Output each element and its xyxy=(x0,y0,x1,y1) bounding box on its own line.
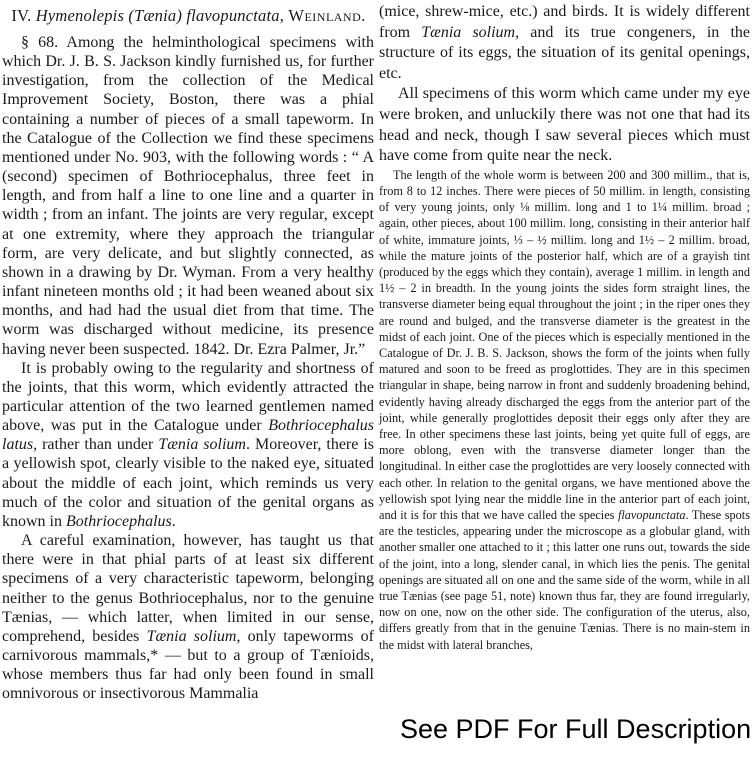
paragraph-catalogue-remark: It is probably owing to the regularity and shortness of the joints, that this worm, which evidently attracted the particular attention of the two learned gentlemen named above, was put in the Catalogue under Bothriocephalus latus, rather than under Tænia solium. Moreover, there is a yellowish spot, clearly visible to the naked eye, situated about the middle of each joint, which reminds us very much of the color and situation of the genital organs as known in Bothriocephalus. xyxy=(2,359,375,530)
right-column xyxy=(379,2,750,653)
section-heading: IV. Hymenolepis (Tænia) flavopunctata, Weinland. xyxy=(11,6,366,25)
paragraph-continuation-mice-birds: (mice, shrew-mice, etc.) and birds. It is widely different from Tænia solium, and its true congeners, in the structure of its eggs, the situation of its genital openings, etc. xyxy=(379,3,750,82)
left-column xyxy=(2,33,374,703)
paragraph-section-68: § 68. Among the helminthological specimens with which Dr. J. B. S. Jackson kindly furnished us, for further investigation, from the collection of the Medical Improvement Society, Boston, there was a phial containing a number of pieces of a small tapeworm. In the Catalogue of the Collection we find these specimens mentioned under No. 903, with the following words : “ A (second) specimen of Bothriocephalus, three feet in length, and from half a line to one line and a quarter in width ; from an infant. The joints are very regular, except at one extremity, where they approach the triangular form, are very delicate, and but slightly connected, as shown in a drawing by Dr. Wyman. From a very healthy infant nineteen months old ; it had been weaned about six months, and had had the usual diet from that time. The worm was discharged without medicine, its presence having never been suspected. 1842. Dr. Ezra Palmer, Jr.” xyxy=(2,34,374,358)
see-pdf-notice: See PDF For Full Description xyxy=(400,714,752,744)
paragraph-careful-examination: A careful examination, however, has taught us that there were in that phial parts of at least six different specimens of a very characteristic tapeworm, belonging neither to the genus Bothriocephalus, nor to the genuine Tænias, — which latter, when limited in our sense, comprehend, besides Tænia solium, only tapeworms of carnivorous mammals,* — but to a group of Tænioids, whose members thus far had only been found in small omnivorous or insectivorous Mammalia xyxy=(2,532,375,703)
paragraph-all-specimens: All specimens of this worm which came under my eye were broken, and unluckily there was not one that had its head and neck, though I saw several pieces which must have come from quite near the neck. xyxy=(379,85,750,165)
fine-print-description-paragraph: The length of the whole worm is between 200 and 300 millim., that is, from 8 to 12 inches. There were pieces of 50 millim. in length, consisting of very young joints, only ⅛ millim. long and 1 to 1¼ millim. broad ; again, other pieces, about 100 millim. long, consisting in their anterior half of white, immature joints, ⅓ – ½ millim. long and 1½ – 2 millim. broad, while the mature joints of the posterior half, which are of a grayish tint (produced by the eggs which they contain), average 1 millim. in length and 1½ – 2 in breadth. In the young joints the sides form straight lines, the transverse diameter being equal throughout the joint ; in the riper ones they are round and bulged, and the transverse diameter is the greatest in the midst of each joint. One of the pieces which is especially mentioned in the Catalogue of Dr. J. B. S. Jackson, shows the form of the joints when fully matured and soon to be freed as proglottides. They are in this specimen triangular in shape, being narrow in front and suddenly broadening behind, evidently having already discharged the eggs from the anterior part of the joint, while generally proglottides deposit their eggs only after they are free. In other specimens these last joints, being yet quite full of eggs, are more oblong, even with the transverse diameter longer than the longitudinal. In either case the proglottides are very loosely connected with each other. In relation to the genital organs, we have mentioned above the yellowish spot lying near the middle line in the anterior part of each joint, and it is for this that we have called the species flavopunctata. These spots are the testicles, appearing under the microscope as a globular gland, with another smaller one attached to it ; this latter one runs out, towards the side of the joint, into a long, slender canal, in which lies the penis. The genital openings are situated all on one and the same side of the worm, while in all true Tænias (see page 51, note) known thus far, they are found irregularly, now on one, now on the other side. The configuration of the uterus, also, differs greatly from that in the genuine Tænias. There is no main-stem in the midst with lateral branches, xyxy=(379,167,750,652)
